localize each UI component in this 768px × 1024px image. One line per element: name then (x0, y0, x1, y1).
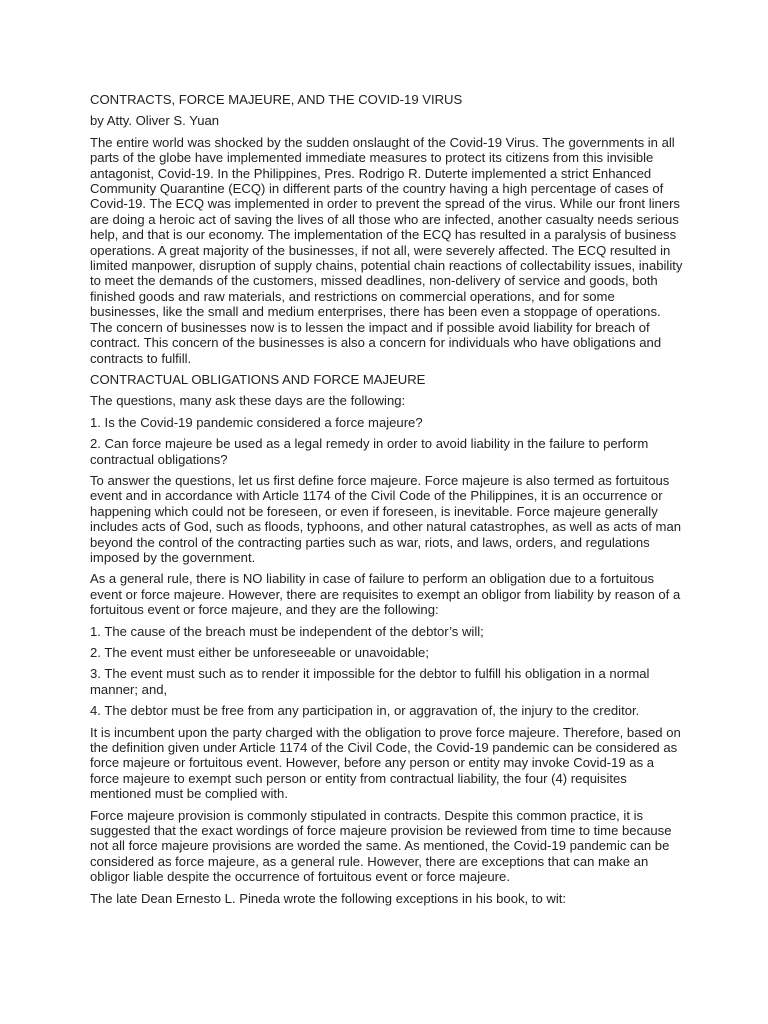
section-heading: CONTRACTUAL OBLIGATIONS AND FORCE MAJEURE (90, 371, 426, 387)
requisite-item: 1. The cause of the breach must be independent of the debtor’s will; (90, 623, 484, 639)
article-byline: by Atty. Oliver S. Yuan (90, 113, 220, 129)
burden-paragraph: It is incumbent upon the party charged with the obligation to prove force majeure. Therefore, based on the definition given under Article 1174 of the Civil Code, the Covid-19 pandemic can be considered as force majeure or fortuitous event. However, before any person or entity may invoke Covid-19 as a force majeure to exempt such person or entity from contractual liability, the four (4) requisites mentioned must be complied with. (90, 724, 681, 802)
document-page (90, 92, 686, 912)
questions-intro: The questions, many ask these days are the following: (90, 393, 406, 409)
question-item: 2. Can force majeure be used as a legal remedy in order to avoid liability in the failure to perform contractual obligations? (90, 436, 649, 467)
definition-paragraph: To answer the questions, let us first define force majeure. Force majeure is also termed as fortuitous event and in accordance with Article 1174 of the Civil Code of the Philippines, it is an occurrence or happening which could not be foreseen, or even if foreseen, is inevitable. Force majeure generally includes acts of God, such as floods, typhoons, and other natural catastrophes, as well as acts of man beyond the control of the contracting parties such as war, riots, and laws, orders, and regulations imposed by the government. (90, 472, 682, 565)
requisite-item: 2. The event must either be unforeseeable or unavoidable; (90, 645, 429, 660)
exceptions-intro: The late Dean Ernesto L. Pineda wrote the following exceptions in his book, to wit: (90, 890, 567, 906)
requisite-item: 4. The debtor must be free from any participation in, or aggravation of, the injury to the creditor. (90, 703, 640, 719)
requisite-item: 3. The event must such as to render it impossible for the debtor to fulfill his obligation in a normal manner; and, (90, 666, 650, 697)
general-rule-paragraph: As a general rule, there is NO liability in case of failure to perform an obligation due to a fortuitous event or force majeure. However, there are requisites to exempt an obligor from liability by reason of a fortuitous event or force majeure, and they are the following: (90, 571, 681, 618)
article-title: CONTRACTS, FORCE MAJEURE, AND THE COVID-19 VIRUS (90, 92, 463, 107)
provision-paragraph: Force majeure provision is commonly stipulated in contracts. Despite this common practice, it is suggested that the exact wordings of force majeure provision be reviewed from time to time because not all force majeure provisions are worded the same. As mentioned, the Covid-19 pandemic can be considered as force majeure, as a general rule. However, there are exceptions that can make an obligor liable despite the occurrence of fortuitous event or force majeure. (90, 807, 672, 885)
question-item: 1. Is the Covid-19 pandemic considered a force majeure? (90, 414, 423, 430)
intro-paragraph: The entire world was shocked by the sudden onslaught of the Covid-19 Virus. The governments in all parts of the globe have implemented immediate measures to protect its citizens from this invisible antagonist, Covid-19. In the Philippines, Pres. Rodrigo R. Duterte implemented a strict Enhanced Community Quarantine (ECQ) in different parts of the country having a high percentage of cases of Covid-19. The ECQ was implemented in order to prevent the spread of the virus. While our front liners are doing a heroic act of saving the lives of all those who are infected, another casualty needs serious help, and that is our economy. The implementation of the ECQ has resulted in a paralysis of business operations. A great majority of the businesses, if not all, were severely affected. The ECQ resulted in limited manpower, disruption of supply chains, potential chain reactions of collectability issues, inability to meet the demands of the customers, missed deadlines, non-delivery of service and goods, both finished goods and raw materials, and restrictions on commercial operations, and for some businesses, like the small and medium enterprises, there has been even a stoppage of operations. The concern of businesses now is to lessen the impact and if possible avoid liability for breach of contract. This concern of the businesses is also a concern for individuals who have obligations and contracts to fulfill. (90, 134, 683, 366)
